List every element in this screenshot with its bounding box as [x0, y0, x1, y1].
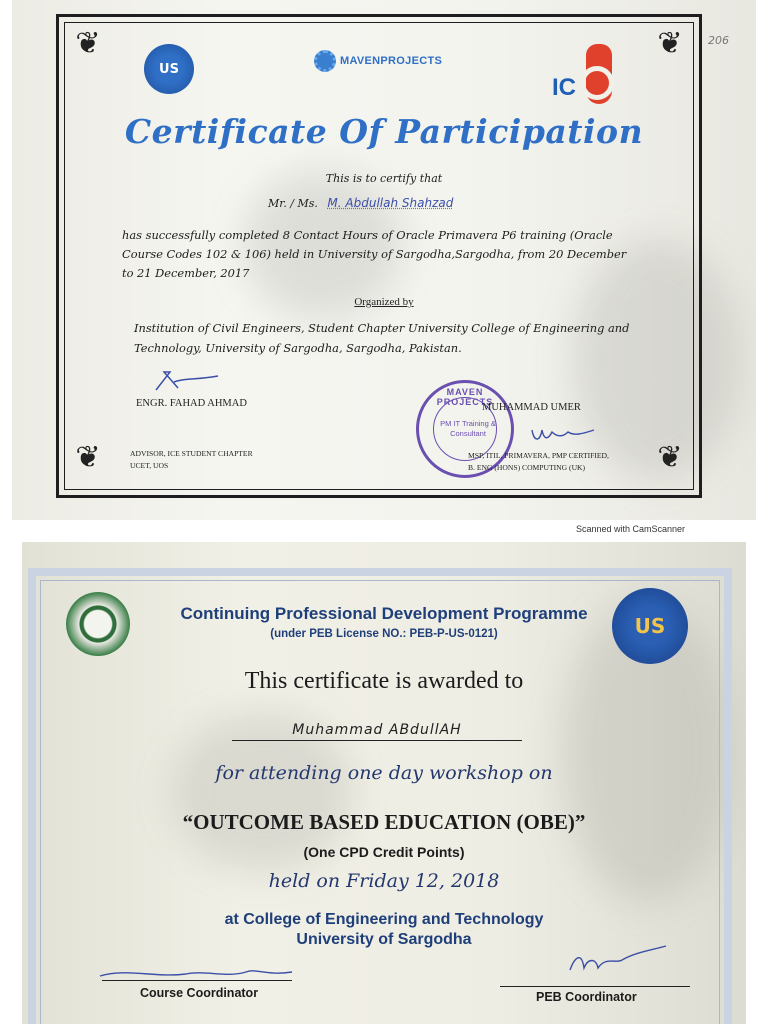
awarded-text: This certificate is awarded to — [244, 668, 524, 694]
signature-line — [500, 986, 690, 987]
organizer-text: Institution of Civil Engineers, Student Chapter University College of Engineering and Technology, University of Sargodha, Sargodha, Pakistan. — [134, 321, 630, 355]
programme-heading: Continuing Professional Development Programme — [180, 604, 588, 623]
university-of-sargodha-logo-icon — [612, 588, 688, 664]
signatory-right-name: MUHAMMAD UMER — [482, 402, 581, 413]
certify-text: This is to certify that — [325, 172, 443, 185]
peb-coordinator-label: PEB Coordinator — [536, 990, 637, 1004]
signatory-right-title-line: MSP, ITIL, PRIMAVERA, PMP CERTIFIED, — [468, 451, 609, 460]
signature-umer — [528, 420, 598, 444]
ice-three-icon — [580, 66, 614, 100]
stamp-inner-text: PM IT Training & Consultant — [440, 419, 496, 438]
certificate-cpd-scan — [22, 542, 746, 1024]
attending-text: for attending one day workshop on — [215, 762, 553, 784]
signature-fahad — [152, 368, 222, 394]
university-logo-text: US — [159, 61, 179, 77]
held-date-text: held on Friday 12, 2018 — [268, 870, 500, 892]
ice-logo-text: IC — [552, 74, 576, 101]
organized-by-label: Organized by — [354, 296, 414, 308]
signatory-left-title-line: ADVISOR, ICE STUDENT CHAPTER — [130, 449, 253, 458]
maven-logo-text: MAVENPROJECTS — [340, 55, 443, 67]
peb-emblem-icon — [66, 592, 130, 656]
corner-ornament-icon: ❦ — [75, 440, 101, 475]
venue-line: at College of Engineering and Technology — [224, 911, 544, 928]
venue-line: University of Sargodha — [296, 931, 472, 948]
license-text: (under PEB License NO.: PEB-P-US-0121) — [270, 628, 498, 640]
scanner-watermark: Scanned with CamScanner — [576, 524, 686, 534]
recipient-line — [268, 196, 453, 210]
signatory-left-title-line: UCET, UOS — [130, 461, 169, 470]
corner-ornament-icon: ❦ — [657, 26, 683, 61]
recipient-name: Muhammad ABdullAH — [232, 722, 522, 741]
ice-logo — [552, 44, 616, 108]
signature-peb-coordinator — [562, 940, 672, 980]
signatory-right-title — [468, 450, 609, 474]
corner-ornament-icon: ❦ — [75, 26, 101, 61]
handwritten-page-number: 206 — [708, 34, 729, 47]
recipient-name: M. Abdullah Shahzad — [327, 196, 454, 210]
signatory-left-title — [130, 448, 253, 472]
name-prefix: Mr. / Ms. — [268, 197, 318, 210]
credit-text: (One CPD Credit Points) — [303, 844, 465, 860]
signature-course-coordinator — [96, 958, 296, 982]
certificate-title: Certificate Of Participation — [124, 112, 644, 151]
signatory-right-title-line: B. ENG (HONS) COMPUTING (UK) — [468, 463, 586, 472]
university-logo-text: US — [634, 614, 666, 638]
signature-line — [102, 980, 292, 981]
mavenprojects-logo — [314, 50, 442, 72]
certificate-participation-scan — [12, 0, 756, 520]
university-logo-icon — [144, 44, 194, 94]
course-coordinator-label: Course Coordinator — [140, 986, 259, 1000]
corner-ornament-icon: ❦ — [657, 440, 683, 475]
certificate-body: has successfully completed 8 Contact Hours of Oracle Primavera P6 training (Oracle Course Codes 102 & 106) held in University of Sargodha,Sargodha, from 20 December to 21 December, 2017 — [122, 228, 627, 280]
signatory-left-name: ENGR. FAHAD AHMAD — [136, 398, 247, 409]
stamp-outer-text: MAVEN PROJECTS — [436, 387, 494, 407]
gear-icon — [314, 50, 336, 72]
workshop-title: “OUTCOME BASED EDUCATION (OBE)” — [182, 810, 586, 834]
